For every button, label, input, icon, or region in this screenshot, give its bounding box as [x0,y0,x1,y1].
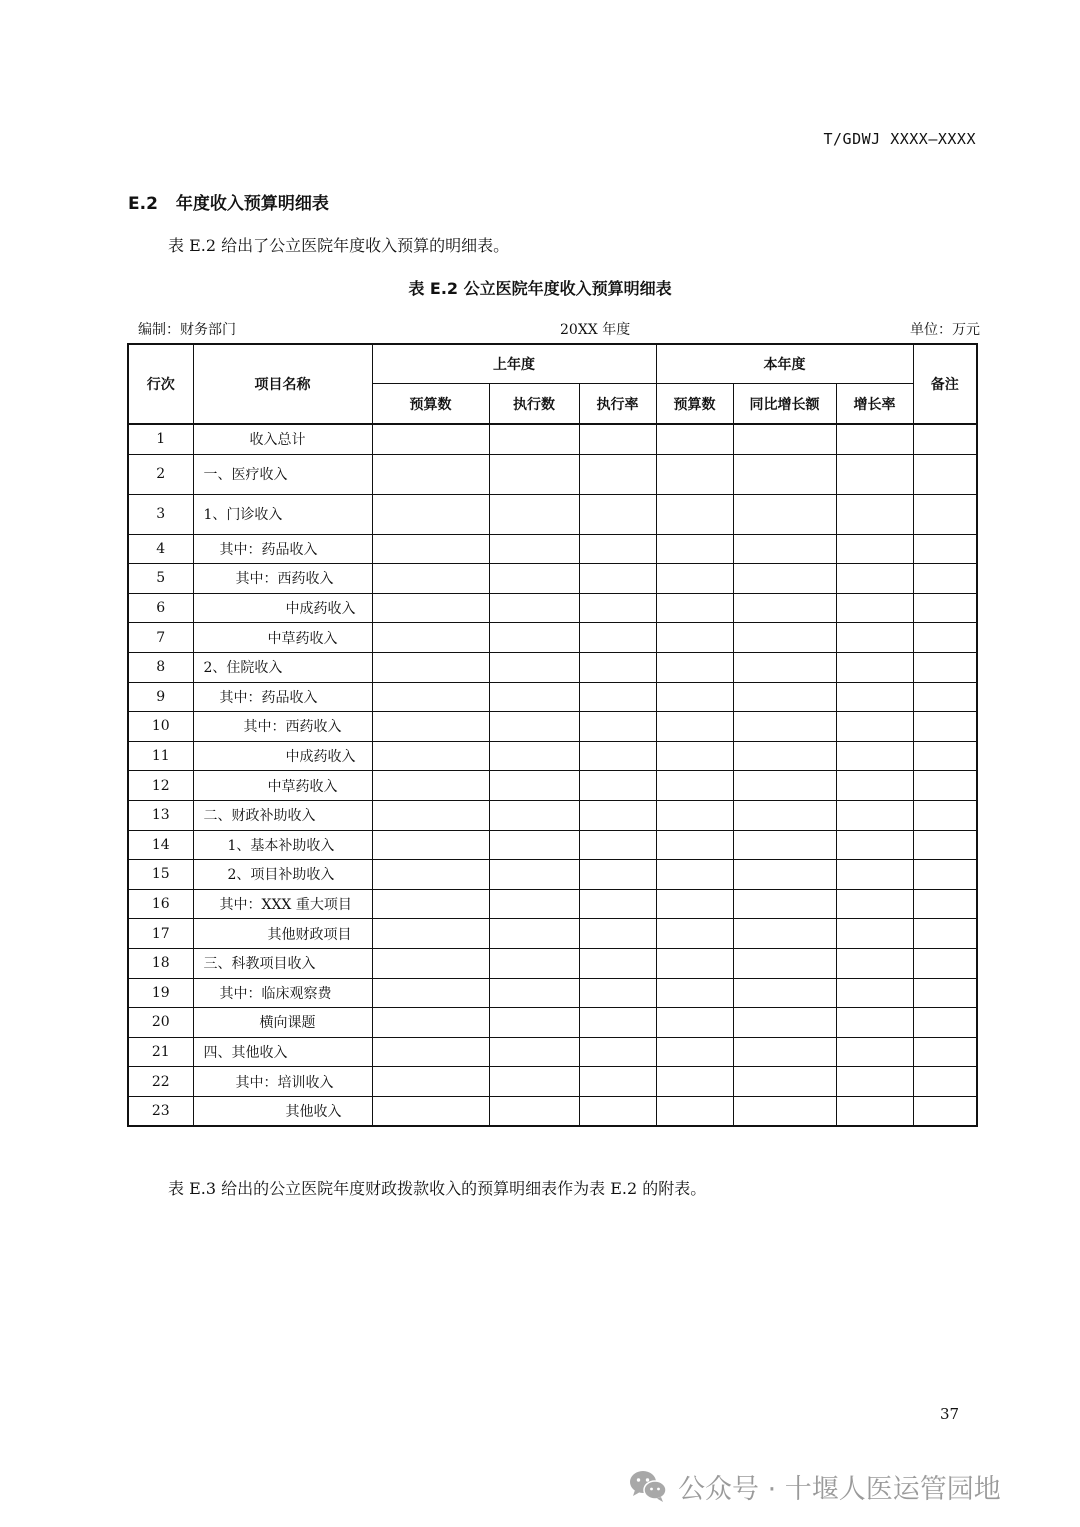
row-number: 12 [128,771,193,801]
this-growth-rate-cell [836,889,913,919]
remarks-cell [913,712,977,742]
prev-exec-rate-cell [579,1037,656,1067]
this-yoy-amount-cell [733,454,836,494]
prev-budget-cell [372,682,489,712]
prev-executed-cell [489,1037,579,1067]
remarks-cell [913,682,977,712]
this-yoy-amount-cell [733,682,836,712]
table-row [128,741,977,771]
item-name: 其中：XXX 重大项目 [193,889,372,919]
this-budget-cell [656,830,733,860]
row-number: 17 [128,919,193,949]
compiler-label: 编制：财务部门 [138,322,236,338]
prev-exec-rate-cell [579,800,656,830]
prev-budget-cell [372,830,489,860]
table-row [128,1037,977,1067]
prev-exec-rate-cell [579,1096,656,1126]
prev-exec-rate-cell [579,948,656,978]
prev-exec-rate-cell [579,652,656,682]
item-name: 横向课题 [193,1008,372,1038]
item-name: 四、其他收入 [193,1037,372,1067]
remarks-cell [913,830,977,860]
this-yoy-amount-cell [733,712,836,742]
table-row [128,800,977,830]
table-row [128,1008,977,1038]
prev-executed-cell [489,889,579,919]
header-this-growth-rate: 增长率 [836,384,913,425]
remarks-cell [913,1037,977,1067]
item-name: 其中：临床观察费 [193,978,372,1008]
table-row [128,623,977,653]
row-number: 2 [128,454,193,494]
prev-budget-cell [372,889,489,919]
header-item-name: 项目名称 [193,344,372,424]
header-prev-exec-rate: 执行率 [579,384,656,425]
row-number: 22 [128,1067,193,1097]
table-row [128,889,977,919]
row-number: 9 [128,682,193,712]
this-yoy-amount-cell [733,494,836,534]
item-name: 收入总计 [193,424,372,454]
item-name: 1、基本补助收入 [193,830,372,860]
row-number: 23 [128,1096,193,1126]
prev-exec-rate-cell [579,830,656,860]
this-budget-cell [656,860,733,890]
prev-exec-rate-cell [579,534,656,564]
prev-executed-cell [489,771,579,801]
prev-budget-cell [372,593,489,623]
prev-executed-cell [489,534,579,564]
remarks-cell [913,978,977,1008]
prev-executed-cell [489,830,579,860]
table-caption: 表 E.2 公立医院年度收入预算明细表 [408,279,672,298]
watermark [628,1466,1001,1506]
row-number: 13 [128,800,193,830]
table-row [128,534,977,564]
this-budget-cell [656,424,733,454]
prev-exec-rate-cell [579,682,656,712]
prev-budget-cell [372,454,489,494]
table-row [128,652,977,682]
this-yoy-amount-cell [733,860,836,890]
header-prev-year: 上年度 [372,344,656,384]
remarks-cell [913,948,977,978]
table-row [128,682,977,712]
this-yoy-amount-cell [733,889,836,919]
row-number: 15 [128,860,193,890]
remarks-cell [913,652,977,682]
this-growth-rate-cell [836,712,913,742]
this-yoy-amount-cell [733,978,836,1008]
this-growth-rate-cell [836,1096,913,1126]
this-budget-cell [656,564,733,594]
prev-budget-cell [372,1008,489,1038]
this-growth-rate-cell [836,948,913,978]
prev-executed-cell [489,494,579,534]
remarks-cell [913,454,977,494]
prev-budget-cell [372,741,489,771]
prev-executed-cell [489,919,579,949]
prev-executed-cell [489,682,579,712]
table-row [128,948,977,978]
this-growth-rate-cell [836,830,913,860]
this-yoy-amount-cell [733,593,836,623]
prev-budget-cell [372,948,489,978]
this-growth-rate-cell [836,1037,913,1067]
this-budget-cell [656,593,733,623]
remarks-cell [913,424,977,454]
prev-executed-cell [489,593,579,623]
table-row [128,830,977,860]
this-yoy-amount-cell [733,919,836,949]
this-budget-cell [656,771,733,801]
item-name: 2、住院收入 [193,652,372,682]
this-growth-rate-cell [836,623,913,653]
this-growth-rate-cell [836,741,913,771]
prev-exec-rate-cell [579,860,656,890]
remarks-cell [913,889,977,919]
section-number: E.2 [128,194,158,214]
remarks-cell [913,1008,977,1038]
remarks-cell [913,564,977,594]
table-row [128,860,977,890]
prev-budget-cell [372,860,489,890]
this-growth-rate-cell [836,564,913,594]
remarks-cell [913,494,977,534]
this-yoy-amount-cell [733,948,836,978]
this-budget-cell [656,1096,733,1126]
this-yoy-amount-cell [733,741,836,771]
this-growth-rate-cell [836,800,913,830]
this-yoy-amount-cell [733,800,836,830]
remarks-cell [913,1067,977,1097]
prev-budget-cell [372,800,489,830]
prev-executed-cell [489,1067,579,1097]
item-name: 其中：培训收入 [193,1067,372,1097]
this-growth-rate-cell [836,1008,913,1038]
item-name: 其中：西药收入 [193,564,372,594]
row-number: 4 [128,534,193,564]
remarks-cell [913,741,977,771]
this-yoy-amount-cell [733,1096,836,1126]
item-name: 其中：西药收入 [193,712,372,742]
watermark-text: 公众号 · 十堰人医运管园地 [678,1473,1001,1505]
prev-budget-cell [372,978,489,1008]
prev-executed-cell [489,652,579,682]
header-this-year: 本年度 [656,344,913,384]
prev-budget-cell [372,771,489,801]
this-budget-cell [656,889,733,919]
this-growth-rate-cell [836,593,913,623]
row-number: 6 [128,593,193,623]
row-number: 16 [128,889,193,919]
prev-executed-cell [489,712,579,742]
table-row [128,564,977,594]
prev-exec-rate-cell [579,623,656,653]
item-name: 二、财政补助收入 [193,800,372,830]
prev-executed-cell [489,978,579,1008]
this-yoy-amount-cell [733,771,836,801]
this-growth-rate-cell [836,534,913,564]
remarks-cell [913,534,977,564]
intro-paragraph: 表 E.2 给出了公立医院年度收入预算的明细表。 [168,236,510,255]
this-yoy-amount-cell [733,1067,836,1097]
prev-exec-rate-cell [579,564,656,594]
prev-exec-rate-cell [579,424,656,454]
prev-budget-cell [372,919,489,949]
prev-exec-rate-cell [579,712,656,742]
this-growth-rate-cell [836,682,913,712]
row-number: 19 [128,978,193,1008]
this-budget-cell [656,534,733,564]
remarks-cell [913,771,977,801]
table-row [128,712,977,742]
this-budget-cell [656,1067,733,1097]
item-name: 其他财政项目 [193,919,372,949]
this-budget-cell [656,454,733,494]
this-budget-cell [656,948,733,978]
row-number: 7 [128,623,193,653]
prev-budget-cell [372,564,489,594]
row-number: 10 [128,712,193,742]
header-this-budget: 预算数 [656,384,733,425]
item-name: 1、门诊收入 [193,494,372,534]
remarks-cell [913,593,977,623]
this-budget-cell [656,1008,733,1038]
row-number: 21 [128,1037,193,1067]
this-yoy-amount-cell [733,1008,836,1038]
prev-executed-cell [489,741,579,771]
header-prev-budget: 预算数 [372,384,489,425]
prev-budget-cell [372,424,489,454]
prev-exec-rate-cell [579,1008,656,1038]
this-yoy-amount-cell [733,1037,836,1067]
prev-executed-cell [489,800,579,830]
prev-exec-rate-cell [579,741,656,771]
prev-exec-rate-cell [579,919,656,949]
this-budget-cell [656,494,733,534]
this-growth-rate-cell [836,919,913,949]
section-heading [128,189,329,214]
this-growth-rate-cell [836,494,913,534]
doc-code: T/GDWJ XXXX—XXXX [823,130,976,148]
remarks-cell [913,623,977,653]
row-number: 8 [128,652,193,682]
prev-executed-cell [489,454,579,494]
fiscal-year-label: 20XX 年度 [560,322,631,338]
this-budget-cell [656,623,733,653]
table-row [128,494,977,534]
this-yoy-amount-cell [733,830,836,860]
item-name: 中草药收入 [193,771,372,801]
prev-budget-cell [372,623,489,653]
item-name: 中成药收入 [193,741,372,771]
header-remarks: 备注 [913,344,977,424]
prev-exec-rate-cell [579,494,656,534]
item-name: 中草药收入 [193,623,372,653]
this-yoy-amount-cell [733,652,836,682]
table-row [128,593,977,623]
prev-budget-cell [372,652,489,682]
prev-executed-cell [489,564,579,594]
item-name: 中成药收入 [193,593,372,623]
this-growth-rate-cell [836,860,913,890]
row-number: 14 [128,830,193,860]
this-yoy-amount-cell [733,623,836,653]
this-growth-rate-cell [836,1067,913,1097]
table-meta [138,319,980,339]
this-growth-rate-cell [836,424,913,454]
item-name: 其中：药品收入 [193,682,372,712]
prev-budget-cell [372,1067,489,1097]
this-yoy-amount-cell [733,534,836,564]
row-number: 20 [128,1008,193,1038]
prev-exec-rate-cell [579,1067,656,1097]
page-number: 37 [940,1405,960,1423]
row-number: 5 [128,564,193,594]
row-number: 3 [128,494,193,534]
this-budget-cell [656,800,733,830]
footnote-paragraph: 表 E.3 给出的公立医院年度财政拨款收入的预算明细表作为表 E.2 的附表。 [168,1179,707,1198]
wechat-icon [628,1469,668,1503]
item-name: 2、项目补助收入 [193,860,372,890]
table-row [128,424,977,454]
this-yoy-amount-cell [733,424,836,454]
remarks-cell [913,800,977,830]
prev-budget-cell [372,712,489,742]
this-budget-cell [656,1037,733,1067]
prev-exec-rate-cell [579,771,656,801]
this-budget-cell [656,652,733,682]
header-prev-executed: 执行数 [489,384,579,425]
item-name: 其他收入 [193,1096,372,1126]
prev-executed-cell [489,948,579,978]
this-growth-rate-cell [836,978,913,1008]
item-name: 其中：药品收入 [193,534,372,564]
this-growth-rate-cell [836,771,913,801]
item-name: 三、科教项目收入 [193,948,372,978]
section-title: 年度收入预算明细表 [175,194,329,214]
this-budget-cell [656,919,733,949]
prev-executed-cell [489,424,579,454]
prev-exec-rate-cell [579,593,656,623]
prev-exec-rate-cell [579,978,656,1008]
remarks-cell [913,919,977,949]
table-row [128,771,977,801]
table-row [128,919,977,949]
prev-budget-cell [372,1096,489,1126]
header-this-yoy-amount: 同比增长额 [733,384,836,425]
prev-executed-cell [489,623,579,653]
this-growth-rate-cell [836,652,913,682]
prev-executed-cell [489,1096,579,1126]
this-growth-rate-cell [836,454,913,494]
row-number: 18 [128,948,193,978]
this-budget-cell [656,741,733,771]
table-row [128,1096,977,1126]
row-number: 1 [128,424,193,454]
row-number: 11 [128,741,193,771]
this-budget-cell [656,682,733,712]
table-row [128,978,977,1008]
table-row [128,454,977,494]
income-budget-table [127,343,978,1127]
unit-label: 单位：万元 [910,322,980,338]
prev-exec-rate-cell [579,889,656,919]
prev-budget-cell [372,1037,489,1067]
prev-executed-cell [489,860,579,890]
prev-executed-cell [489,1008,579,1038]
table-body [128,424,977,1126]
item-name: 一、医疗收入 [193,454,372,494]
remarks-cell [913,1096,977,1126]
remarks-cell [913,860,977,890]
this-budget-cell [656,712,733,742]
this-yoy-amount-cell [733,564,836,594]
prev-exec-rate-cell [579,454,656,494]
header-row-no: 行次 [128,344,193,424]
prev-budget-cell [372,534,489,564]
this-budget-cell [656,978,733,1008]
table-row [128,1067,977,1097]
prev-budget-cell [372,494,489,534]
